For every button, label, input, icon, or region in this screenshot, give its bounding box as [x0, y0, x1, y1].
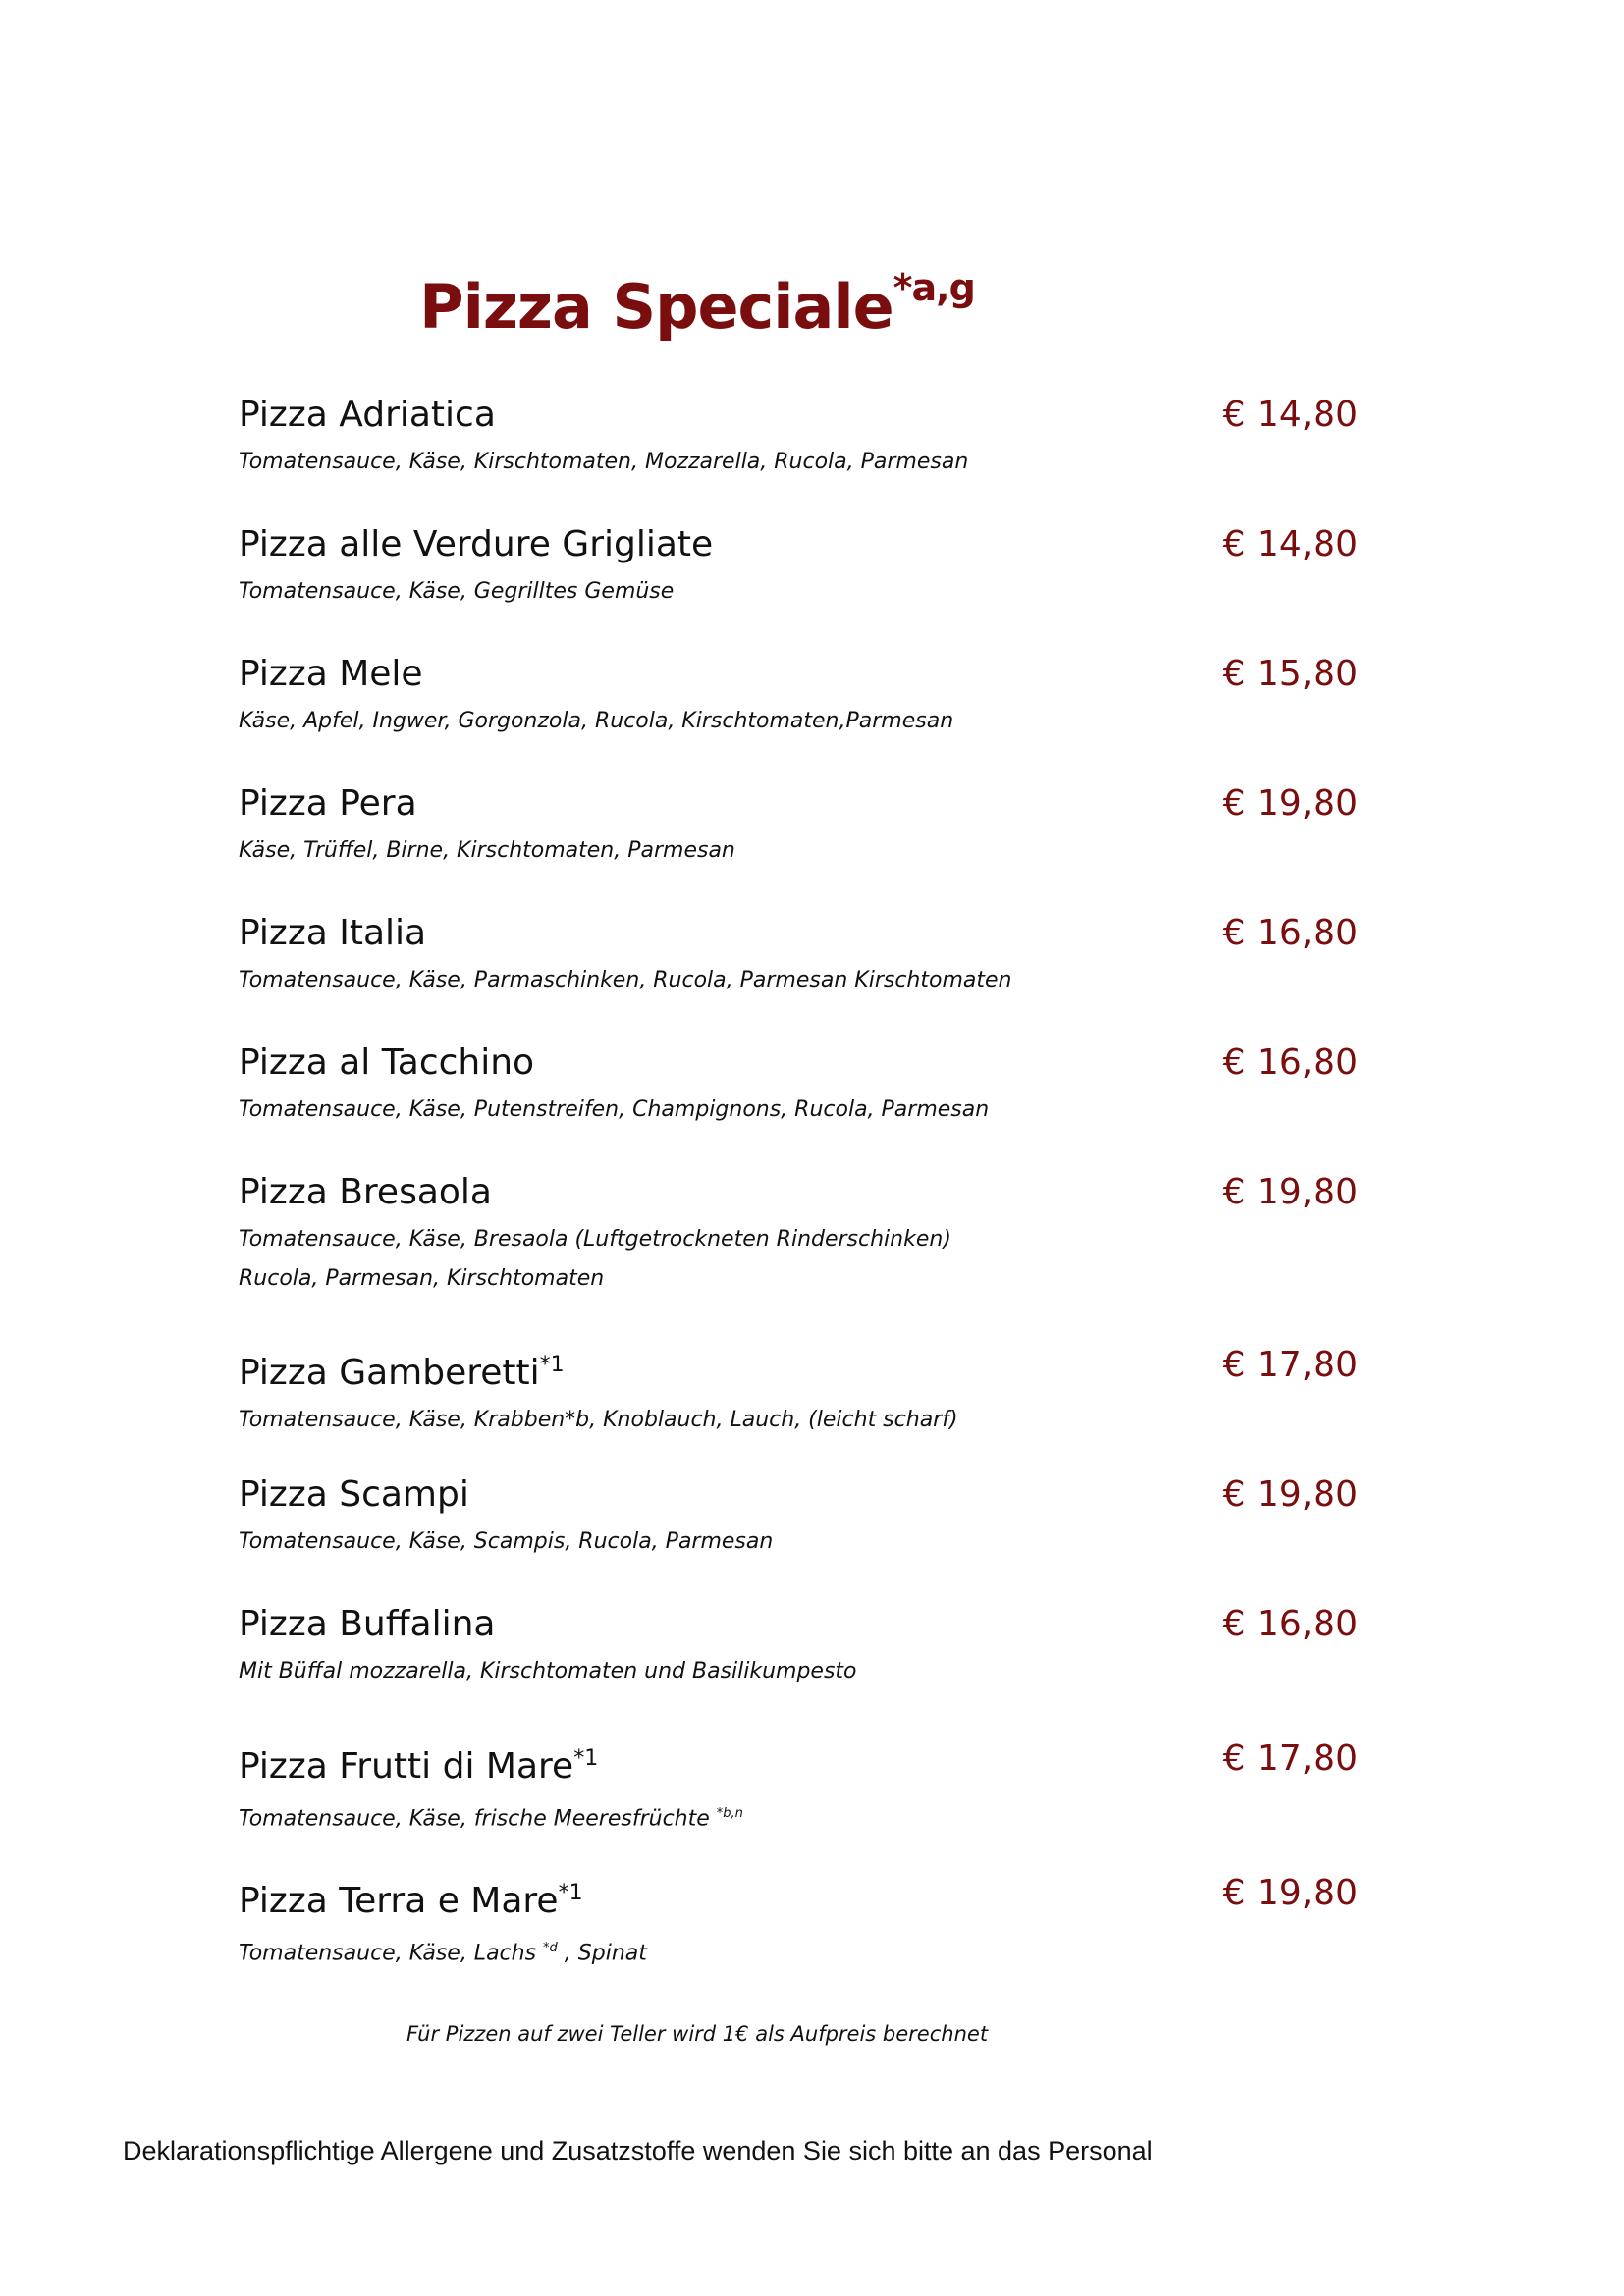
item-name: Pizza alle Verdure Grigliate [239, 524, 714, 564]
item-price: € 17,80 [1222, 1345, 1358, 1385]
menu-item [239, 1041, 1358, 1130]
menu-item [239, 1737, 1358, 1839]
item-name: Pizza al Tacchino [239, 1042, 535, 1083]
item-description: Käse, Apfel, Ingwer, Gorgonzola, Rucola, Kirschtomaten,Parmesan [239, 709, 954, 733]
menu-item [239, 782, 1358, 871]
item-price: € 16,80 [1222, 913, 1358, 953]
item-name: Pizza Gamberetti$^{*1}$ [239, 1353, 565, 1393]
item-description: Tomatensauce, Käse, Lachs $^{*d}$ , Spinat [239, 1941, 647, 1966]
item-price: € 19,80 [1222, 1172, 1358, 1212]
item-description: Tomatensauce, Käse, Bresaola (Luftgetrockneten Rinderschinken) [239, 1227, 951, 1252]
menu-item [239, 912, 1358, 1000]
item-description: Tomatensauce, Käse, Parmaschinken, Rucola, Parmesan Kirschtomaten [239, 968, 1012, 992]
menu-item [239, 523, 1358, 612]
menu-item [239, 1344, 1358, 1440]
item-description: Tomatensauce, Käse, Kirschtomaten, Mozzarella, Rucola, Parmesan [239, 450, 969, 474]
item-name: Pizza Terra e Mare$^{*1}$ [239, 1881, 583, 1921]
item-name: Pizza Buffalina [239, 1604, 496, 1644]
allergen-footer: Deklarationspflichtige Allergene und Zusatzstoffe wenden Sie sich bitte an das Personal [123, 2136, 1153, 2165]
allergen-marker: *d [543, 1941, 558, 1955]
item-name: Pizza Mele [239, 654, 423, 694]
item-name: Pizza Frutti di Mare$^{*1}$ [239, 1746, 599, 1787]
surcharge-note: Für Pizzen auf zwei Teller wird 1€ als Aufpreis berechnet [406, 2022, 989, 2046]
menu-item [239, 1171, 1358, 1299]
item-price: € 14,80 [1222, 395, 1358, 435]
item-price: € 14,80 [1222, 524, 1358, 564]
item-price: € 16,80 [1222, 1042, 1358, 1083]
menu-item [239, 1473, 1358, 1562]
item-name: Pizza Scampi [239, 1474, 469, 1515]
item-description: Mit Büffal mozzarella, Kirschtomaten und Basilikumpesto [239, 1659, 857, 1683]
item-name: Pizza Pera [239, 783, 417, 824]
item-description: Tomatensauce, Käse, Gegrilltes Gemüse [239, 579, 675, 604]
item-name: Pizza Adriatica [239, 395, 496, 435]
item-description-line2: Rucola, Parmesan, Kirschtomaten [239, 1266, 605, 1291]
allergen-marker: *1 [539, 1353, 565, 1377]
allergen-marker: *1 [558, 1881, 583, 1905]
menu-item [239, 394, 1358, 482]
item-name: Pizza Bresaola [239, 1172, 492, 1212]
item-description: Tomatensauce, Käse, frische Meeresfrüchte $^{*b,n}$ [239, 1806, 743, 1832]
item-description: Tomatensauce, Käse, Krabben*b, Knoblauch, Lauch, (leicht scharf) [239, 1408, 958, 1432]
menu-item [239, 1872, 1358, 1973]
allergen-marker: *b,n [716, 1806, 743, 1821]
menu-item [239, 653, 1358, 741]
menu-item [239, 1603, 1358, 1691]
title-allergen-marker: *a,g [893, 266, 975, 310]
item-price: € 19,80 [1222, 1873, 1358, 1913]
page-title: Pizza Speciale$^{*a,g}$ [419, 266, 975, 343]
item-description: Käse, Trüffel, Birne, Kirschtomaten, Parmesan [239, 838, 735, 863]
item-price: € 19,80 [1222, 1474, 1358, 1515]
item-price: € 19,80 [1222, 783, 1358, 824]
item-price: € 16,80 [1222, 1604, 1358, 1644]
item-name: Pizza Italia [239, 913, 427, 953]
item-price: € 15,80 [1222, 654, 1358, 694]
item-description: Tomatensauce, Käse, Putenstreifen, Champignons, Rucola, Parmesan [239, 1097, 990, 1122]
item-price: € 17,80 [1222, 1738, 1358, 1779]
allergen-marker: *1 [573, 1746, 599, 1771]
item-description: Tomatensauce, Käse, Scampis, Rucola, Parmesan [239, 1529, 774, 1554]
